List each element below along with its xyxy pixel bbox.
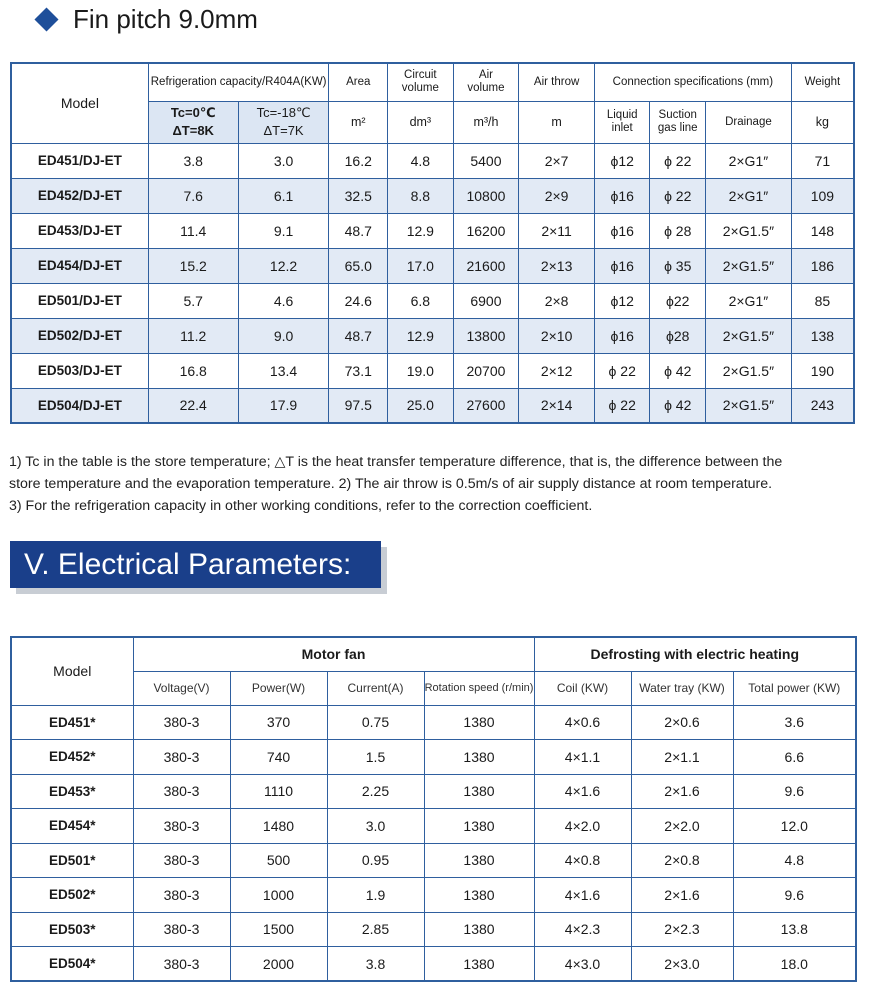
table-row bbox=[11, 143, 854, 178]
cell-coil: 4×1.1 bbox=[534, 740, 631, 775]
cell-air-throw: 2×9 bbox=[519, 178, 595, 213]
header-drainage: Drainage bbox=[705, 101, 791, 143]
cell-water-tray: 2×0.6 bbox=[631, 705, 733, 740]
cell-current: 3.8 bbox=[327, 947, 424, 982]
table-row bbox=[11, 248, 854, 283]
cell-coil: 4×3.0 bbox=[534, 947, 631, 982]
note-line: 1) Tc in the table is the store temperature; △T is the heat transfer temperature difference, that is, the difference between the bbox=[9, 454, 783, 470]
cell-model: ED454* bbox=[11, 809, 133, 844]
cell-tc18: 12.2 bbox=[238, 248, 329, 283]
cell-tc18: 9.0 bbox=[238, 318, 329, 353]
cell-total-power: 3.6 bbox=[733, 705, 856, 740]
cell-suction: ϕ 35 bbox=[650, 248, 706, 283]
cell-drainage: 2×G1″ bbox=[705, 143, 791, 178]
table-row bbox=[11, 843, 856, 878]
cell-weight: 71 bbox=[791, 143, 854, 178]
header-model: Model bbox=[11, 63, 148, 143]
cell-area: 16.2 bbox=[329, 143, 388, 178]
cell-tc18: 17.9 bbox=[238, 388, 329, 423]
cell-tc0: 15.2 bbox=[148, 248, 238, 283]
header-circuit-volume bbox=[388, 63, 454, 101]
cell-liquid-inlet: ϕ16 bbox=[594, 213, 650, 248]
cell-model: ED453/DJ-ET bbox=[11, 213, 148, 248]
cell-water-tray: 2×2.0 bbox=[631, 809, 733, 844]
cell-water-tray: 2×1.6 bbox=[631, 878, 733, 913]
cell-circuit: 25.0 bbox=[388, 388, 454, 423]
unit-weight: kg bbox=[791, 101, 854, 143]
header-air-volume bbox=[453, 63, 519, 101]
cell-water-tray: 2×1.1 bbox=[631, 740, 733, 775]
cell-model: ED501* bbox=[11, 843, 133, 878]
cell-model: ED452* bbox=[11, 740, 133, 775]
cell-model: ED504* bbox=[11, 947, 133, 982]
table-row bbox=[11, 947, 856, 982]
cell-suction: ϕ 42 bbox=[650, 388, 706, 423]
cell-air-volume: 6900 bbox=[453, 283, 519, 318]
header-area: Area bbox=[329, 63, 388, 101]
cell-voltage: 380-3 bbox=[133, 809, 230, 844]
cell-air-throw: 2×7 bbox=[519, 143, 595, 178]
note-line: store temperature and the evaporation temperature. 2) The air throw is 0.5m/s of air supply distance at room temperature. bbox=[9, 476, 773, 492]
cell-area: 24.6 bbox=[329, 283, 388, 318]
table-row bbox=[11, 318, 854, 353]
table-row bbox=[11, 283, 854, 318]
cell-suction: ϕ 22 bbox=[650, 178, 706, 213]
cell-total-power: 13.8 bbox=[733, 912, 856, 947]
table-row bbox=[11, 388, 854, 423]
header-tc18 bbox=[238, 101, 329, 143]
table-row bbox=[11, 740, 856, 775]
cell-air-throw: 2×10 bbox=[519, 318, 595, 353]
cell-current: 2.85 bbox=[327, 912, 424, 947]
cell-area: 97.5 bbox=[329, 388, 388, 423]
table-row bbox=[11, 213, 854, 248]
header-weight: Weight bbox=[791, 63, 854, 101]
unit-air-throw: m bbox=[519, 101, 595, 143]
table-row bbox=[11, 878, 856, 913]
cell-air-volume: 20700 bbox=[453, 353, 519, 388]
electrical-table bbox=[10, 636, 857, 982]
cell-liquid-inlet: ϕ16 bbox=[594, 318, 650, 353]
unit-area: m² bbox=[329, 101, 388, 143]
table-row bbox=[11, 178, 854, 213]
cell-model: ED454/DJ-ET bbox=[11, 248, 148, 283]
cell-air-throw: 2×14 bbox=[519, 388, 595, 423]
cell-circuit: 8.8 bbox=[388, 178, 454, 213]
cell-model: ED501/DJ-ET bbox=[11, 283, 148, 318]
cell-voltage: 380-3 bbox=[133, 947, 230, 982]
cell-drainage: 2×G1″ bbox=[705, 283, 791, 318]
cell-weight: 190 bbox=[791, 353, 854, 388]
cell-rotation-speed: 1380 bbox=[424, 809, 534, 844]
header-model: Model bbox=[11, 637, 133, 705]
cell-liquid-inlet: ϕ 22 bbox=[594, 388, 650, 423]
cell-drainage: 2×G1″ bbox=[705, 178, 791, 213]
cell-area: 48.7 bbox=[329, 318, 388, 353]
header-water-tray: Water tray (KW) bbox=[631, 671, 733, 705]
cell-power: 500 bbox=[230, 843, 327, 878]
section-title: Fin pitch 9.0mm bbox=[73, 4, 258, 34]
table-row bbox=[11, 912, 856, 947]
cell-total-power: 9.6 bbox=[733, 878, 856, 913]
cell-air-throw: 2×12 bbox=[519, 353, 595, 388]
cell-suction: ϕ28 bbox=[650, 318, 706, 353]
header-power: Power(W) bbox=[230, 671, 327, 705]
table-notes bbox=[9, 451, 859, 517]
cell-weight: 186 bbox=[791, 248, 854, 283]
cell-suction: ϕ 42 bbox=[650, 353, 706, 388]
cell-current: 1.9 bbox=[327, 878, 424, 913]
cell-current: 1.5 bbox=[327, 740, 424, 775]
header-refrigeration: Refrigeration capacity/R404A(KW) bbox=[148, 63, 329, 101]
spec-table bbox=[10, 62, 855, 424]
cell-rotation-speed: 1380 bbox=[424, 843, 534, 878]
header-voltage: Voltage(V) bbox=[133, 671, 230, 705]
section-header bbox=[38, 4, 258, 35]
header-liquid-line1: Liquid bbox=[606, 109, 638, 121]
cell-weight: 148 bbox=[791, 213, 854, 248]
note-line: 3) For the refrigeration capacity in other working conditions, refer to the correction coefficient. bbox=[9, 498, 593, 514]
header-circuit-line2: volume bbox=[401, 82, 439, 95]
cell-rotation-speed: 1380 bbox=[424, 912, 534, 947]
cell-suction: ϕ22 bbox=[650, 283, 706, 318]
diamond-bullet-icon bbox=[34, 7, 58, 31]
cell-current: 0.75 bbox=[327, 705, 424, 740]
cell-rotation-speed: 1380 bbox=[424, 878, 534, 913]
cell-tc18: 6.1 bbox=[238, 178, 329, 213]
cell-air-throw: 2×8 bbox=[519, 283, 595, 318]
cell-model: ED452/DJ-ET bbox=[11, 178, 148, 213]
cell-power: 740 bbox=[230, 740, 327, 775]
table-row bbox=[11, 809, 856, 844]
header-tc0 bbox=[148, 101, 238, 143]
cell-water-tray: 2×3.0 bbox=[631, 947, 733, 982]
cell-liquid-inlet: ϕ 22 bbox=[594, 353, 650, 388]
cell-power: 1500 bbox=[230, 912, 327, 947]
cell-suction: ϕ 22 bbox=[650, 143, 706, 178]
cell-weight: 243 bbox=[791, 388, 854, 423]
cell-total-power: 6.6 bbox=[733, 740, 856, 775]
cell-current: 2.25 bbox=[327, 774, 424, 809]
cell-model: ED503/DJ-ET bbox=[11, 353, 148, 388]
cell-liquid-inlet: ϕ16 bbox=[594, 178, 650, 213]
cell-coil: 4×2.3 bbox=[534, 912, 631, 947]
header-circuit-line1: Circuit bbox=[404, 69, 437, 82]
cell-model: ED504/DJ-ET bbox=[11, 388, 148, 423]
cell-weight: 85 bbox=[791, 283, 854, 318]
electrical-parameters-banner: V. Electrical Parameters: bbox=[10, 541, 381, 588]
cell-power: 2000 bbox=[230, 947, 327, 982]
cell-voltage: 380-3 bbox=[133, 878, 230, 913]
header-suction-line1: Suction bbox=[658, 109, 697, 121]
cell-water-tray: 2×2.3 bbox=[631, 912, 733, 947]
cell-rotation-speed: 1380 bbox=[424, 740, 534, 775]
header-air-line2: volume bbox=[467, 82, 505, 95]
cell-total-power: 12.0 bbox=[733, 809, 856, 844]
cell-drainage: 2×G1.5″ bbox=[705, 213, 791, 248]
cell-air-volume: 13800 bbox=[453, 318, 519, 353]
table-row bbox=[11, 353, 854, 388]
cell-voltage: 380-3 bbox=[133, 912, 230, 947]
cell-air-volume: 27600 bbox=[453, 388, 519, 423]
header-rotation-speed: Rotation speed (r/min) bbox=[424, 671, 534, 705]
cell-circuit: 6.8 bbox=[388, 283, 454, 318]
header-tc0-line1: Tc=0℃ bbox=[170, 105, 216, 120]
cell-tc0: 16.8 bbox=[148, 353, 238, 388]
cell-circuit: 12.9 bbox=[388, 318, 454, 353]
cell-coil: 4×0.8 bbox=[534, 843, 631, 878]
cell-circuit: 4.8 bbox=[388, 143, 454, 178]
cell-air-volume: 5400 bbox=[453, 143, 519, 178]
cell-circuit: 12.9 bbox=[388, 213, 454, 248]
cell-liquid-inlet: ϕ16 bbox=[594, 248, 650, 283]
cell-total-power: 4.8 bbox=[733, 843, 856, 878]
cell-power: 1000 bbox=[230, 878, 327, 913]
cell-voltage: 380-3 bbox=[133, 774, 230, 809]
cell-model: ED451* bbox=[11, 705, 133, 740]
cell-model: ED451/DJ-ET bbox=[11, 143, 148, 178]
cell-model: ED503* bbox=[11, 912, 133, 947]
header-suction-gas-line bbox=[650, 101, 706, 143]
header-current: Current(A) bbox=[327, 671, 424, 705]
unit-air: m³/h bbox=[453, 101, 519, 143]
cell-voltage: 380-3 bbox=[133, 740, 230, 775]
cell-water-tray: 2×0.8 bbox=[631, 843, 733, 878]
header-connection: Connection specifications (mm) bbox=[594, 63, 791, 101]
cell-voltage: 380-3 bbox=[133, 843, 230, 878]
cell-coil: 4×1.6 bbox=[534, 774, 631, 809]
header-liquid-inlet bbox=[594, 101, 650, 143]
header-defrosting: Defrosting with electric heating bbox=[534, 637, 856, 671]
cell-current: 3.0 bbox=[327, 809, 424, 844]
cell-water-tray: 2×1.6 bbox=[631, 774, 733, 809]
cell-coil: 4×1.6 bbox=[534, 878, 631, 913]
header-air-throw: Air throw bbox=[519, 63, 595, 101]
cell-drainage: 2×G1.5″ bbox=[705, 318, 791, 353]
cell-tc18: 13.4 bbox=[238, 353, 329, 388]
cell-drainage: 2×G1.5″ bbox=[705, 353, 791, 388]
cell-power: 370 bbox=[230, 705, 327, 740]
cell-tc0: 5.7 bbox=[148, 283, 238, 318]
cell-total-power: 9.6 bbox=[733, 774, 856, 809]
cell-tc0: 11.2 bbox=[148, 318, 238, 353]
cell-circuit: 19.0 bbox=[388, 353, 454, 388]
cell-voltage: 380-3 bbox=[133, 705, 230, 740]
cell-circuit: 17.0 bbox=[388, 248, 454, 283]
cell-liquid-inlet: ϕ12 bbox=[594, 143, 650, 178]
cell-air-throw: 2×11 bbox=[519, 213, 595, 248]
cell-air-volume: 16200 bbox=[453, 213, 519, 248]
header-tc0-line2: ΔT=8K bbox=[172, 123, 214, 138]
header-total-power: Total power (KW) bbox=[733, 671, 856, 705]
cell-area: 32.5 bbox=[329, 178, 388, 213]
cell-weight: 109 bbox=[791, 178, 854, 213]
cell-rotation-speed: 1380 bbox=[424, 947, 534, 982]
cell-power: 1480 bbox=[230, 809, 327, 844]
cell-weight: 138 bbox=[791, 318, 854, 353]
header-liquid-line2: inlet bbox=[611, 122, 633, 134]
cell-rotation-speed: 1380 bbox=[424, 774, 534, 809]
cell-tc18: 4.6 bbox=[238, 283, 329, 318]
header-coil: Coil (KW) bbox=[534, 671, 631, 705]
cell-drainage: 2×G1.5″ bbox=[705, 388, 791, 423]
header-motor-fan: Motor fan bbox=[133, 637, 534, 671]
cell-area: 48.7 bbox=[329, 213, 388, 248]
cell-coil: 4×0.6 bbox=[534, 705, 631, 740]
cell-rotation-speed: 1380 bbox=[424, 705, 534, 740]
cell-tc18: 9.1 bbox=[238, 213, 329, 248]
cell-liquid-inlet: ϕ12 bbox=[594, 283, 650, 318]
header-air-line1: Air bbox=[478, 69, 493, 82]
header-tc18-line1: Tc=-18℃ bbox=[256, 105, 311, 120]
cell-current: 0.95 bbox=[327, 843, 424, 878]
cell-tc18: 3.0 bbox=[238, 143, 329, 178]
cell-coil: 4×2.0 bbox=[534, 809, 631, 844]
table-row bbox=[11, 774, 856, 809]
unit-circuit: dm³ bbox=[388, 101, 454, 143]
cell-model: ED502/DJ-ET bbox=[11, 318, 148, 353]
cell-air-throw: 2×13 bbox=[519, 248, 595, 283]
cell-power: 1110 bbox=[230, 774, 327, 809]
cell-tc0: 3.8 bbox=[148, 143, 238, 178]
cell-model: ED453* bbox=[11, 774, 133, 809]
cell-drainage: 2×G1.5″ bbox=[705, 248, 791, 283]
header-tc18-line2: ΔT=7K bbox=[263, 123, 304, 138]
cell-total-power: 18.0 bbox=[733, 947, 856, 982]
cell-tc0: 22.4 bbox=[148, 388, 238, 423]
cell-suction: ϕ 28 bbox=[650, 213, 706, 248]
cell-area: 73.1 bbox=[329, 353, 388, 388]
cell-tc0: 11.4 bbox=[148, 213, 238, 248]
cell-area: 65.0 bbox=[329, 248, 388, 283]
cell-tc0: 7.6 bbox=[148, 178, 238, 213]
table-row bbox=[11, 705, 856, 740]
cell-air-volume: 10800 bbox=[453, 178, 519, 213]
cell-model: ED502* bbox=[11, 878, 133, 913]
header-suction-line2: gas line bbox=[657, 122, 698, 134]
cell-air-volume: 21600 bbox=[453, 248, 519, 283]
